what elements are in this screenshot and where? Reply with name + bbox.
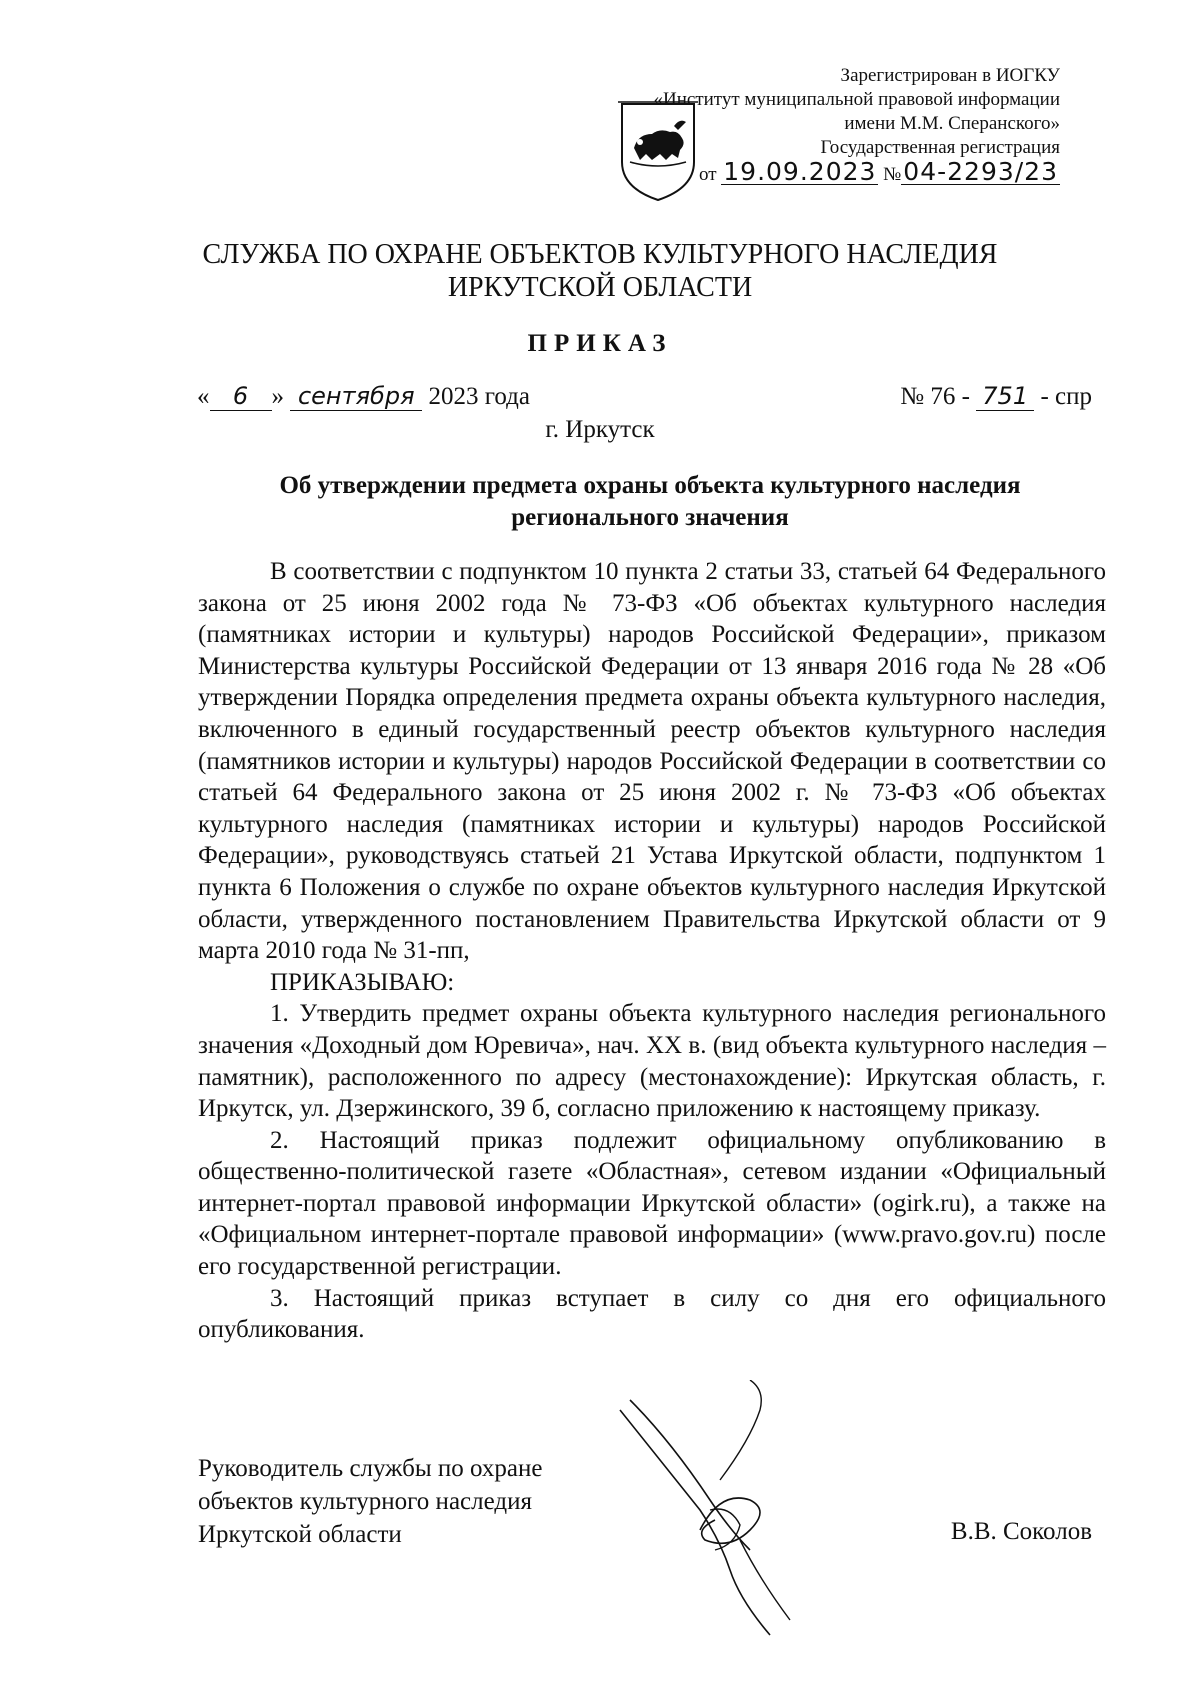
order-item-1: 1. Утвердить предмет охраны объекта культурного наследия регионального значения «Доходный дом Юревича», нач. XX в. (вид объекта культурного наследия – памятник), расположенного по адресу (местонахождение): Иркутская область, г. Иркутск, ул. Дзержинского, 39 б, согласно приложению к настоящему приказу. [198, 1000, 1106, 1123]
subject-line-2: регионального значения [511, 504, 789, 531]
registration-stamp [654, 64, 1061, 187]
registration-number: 04-2293/23 [903, 157, 1058, 186]
registration-line-3: имени М.М. Сперанского» [844, 113, 1060, 134]
signatory-role-line-3: Иркутской области [198, 1521, 402, 1548]
agency-name-line-2: ИРКУТСКОЙ ОБЛАСТИ [447, 272, 753, 303]
agency-name-line-1: СЛУЖБА ПО ОХРАНЕ ОБЪЕКТОВ КУЛЬТУРНОГО НАСЛЕДИЯ [202, 239, 998, 270]
preamble-paragraph: В соответствии с подпунктом 10 пункта 2 статьи 33, статьей 64 Федерального закона от 25 июня 2002 года № 73-ФЗ «Об объектах культурного наследия (памятниках истории и культуры) народов Российской Федерации», приказом Министерства культуры Российской Федерации от 13 января 2016 года № 28 «Об утверждении Порядка определения предмета охраны объекта культурного наследия, включенного в единый государственный реестр объектов культурного наследия (памятников истории и культуры) народов Российской Федерации в соответствии со статьей 64 Федерального закона от 25 июня 2002 г. № 73-ФЗ «Об объектах культурного наследия (памятниках истории и культуры) народов Российской Федерации», руководствуясь статьей 21 Устава Иркутской области, подпунктом 1 пункта 6 Положения о службе по охране объектов культурного наследия Иркутской области, утвержденного постановлением Правительства Иркутской области от 9 марта 2010 года № 31-пп, [198, 558, 1106, 965]
registration-date-number-row [654, 157, 1061, 187]
order-word: ПРИКАЗЫВАЮ: [270, 968, 455, 996]
handwritten-signature-icon [600, 1380, 860, 1640]
signatory-role-line-1: Руководитель службы по охране [198, 1455, 543, 1482]
order-subject [200, 470, 1100, 534]
registration-line-4: Государственная регистрация [820, 137, 1060, 158]
coat-of-arms-icon [616, 100, 700, 204]
order-month: сентября [290, 382, 422, 411]
registration-date: 19.09.2023 [723, 157, 877, 186]
order-item-2: 2. Настоящий приказ подлежит официальному опубликованию в общественно-политической газете «Областная», сетевом издании «Официальный интернет-портал правовой информации Иркутской области» (ogirk.ru), а также на «Официальном интернет-портале правовой информации» (www.pravo.gov.ru) после его государственной регистрации. [198, 1126, 1106, 1281]
registration-line-2: «Институт муниципальной правовой информации [653, 89, 1060, 110]
order-body [198, 556, 1106, 1346]
signatory-role-line-2: объектов культурного наследия [198, 1488, 532, 1515]
date-close-quote: » [271, 383, 284, 410]
order-number-suffix: - спр [1040, 383, 1092, 410]
signatory-role [198, 1452, 542, 1551]
signatory-name: В.В. Соколов [950, 1518, 1092, 1545]
subject-line-1: Об утверждении предмета охраны объекта культурного наследия [279, 472, 1021, 499]
order-day: 6 [210, 382, 272, 411]
order-date [197, 382, 530, 411]
agency-name [0, 238, 1200, 304]
registration-line-1: Зарегистрирован в ИОГКУ [840, 65, 1060, 86]
registration-from-label: от [698, 164, 717, 185]
registration-number-label: № [883, 164, 902, 185]
order-item-3: 3. Настоящий приказ вступает в силу со дня его официального опубликования. [198, 1284, 1106, 1344]
order-number-prefix: № 76 - [900, 383, 970, 410]
order-number [900, 382, 1092, 411]
order-year: 2023 года [428, 383, 530, 410]
city: г. Иркутск [545, 416, 655, 443]
order-number-value: 751 [976, 382, 1034, 411]
date-open-quote: « [197, 383, 210, 410]
order-title: ПРИКАЗ [527, 330, 673, 357]
